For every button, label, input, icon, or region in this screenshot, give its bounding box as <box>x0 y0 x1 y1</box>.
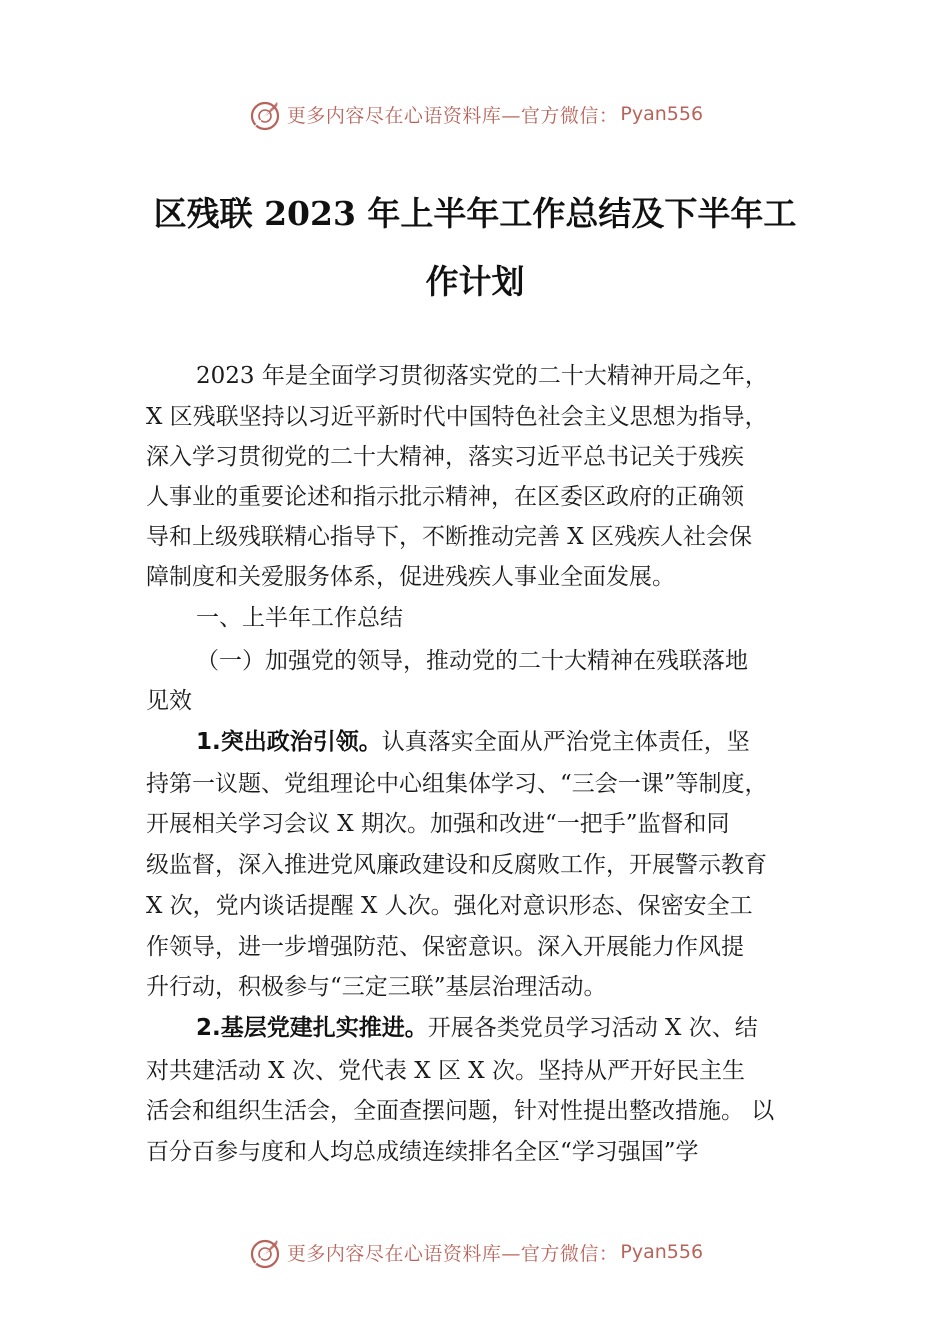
watermark-text: 更多内容尽在心语资料库—官方微信： <box>286 1242 619 1265</box>
document-title-line-1: 区残联 2023 年上半年工作总结及下半年工 <box>153 194 797 233</box>
watermark-wechat-id: Pyan556 <box>620 1241 704 1263</box>
paragraph-line: 深入学习贯彻党的二十大精神，落实习近平总书记关于残疾 <box>146 444 744 470</box>
item-2-first-line <box>196 1012 866 1044</box>
paragraph-line: 对共建活动 X 次、党代表 X 区 X 次。坚持从严开好民主生 <box>146 1058 745 1084</box>
section-heading: 一、上半年工作总结 <box>196 605 403 631</box>
paragraph-line: 开展相关学习会议 X 期次。加强和改进“一把手”监督和同 <box>146 811 730 837</box>
paragraph-line: 百分百参与度和人均总成绩连续排名全区“学习强国”学 <box>146 1139 699 1165</box>
paragraph-line: X 区残联坚持以习近平新时代中国特色社会主义思想为指导， <box>146 404 768 430</box>
quill-logo-icon <box>247 1234 283 1270</box>
watermark-text: 更多内容尽在心语资料库—官方微信： <box>286 104 619 127</box>
quill-logo-icon <box>247 96 283 132</box>
item-2-text: 开展各类党员学习活动 X 次、结 <box>427 1015 758 1041</box>
subsection-heading-line: 见效 <box>146 688 192 714</box>
header-watermark <box>0 94 950 134</box>
paragraph-line: 2023 年是全面学习贯彻落实党的二十大精神开局之年， <box>196 363 768 389</box>
paragraph-line: 人事业的重要论述和指示批示精神，在区委区政府的正确领 <box>146 484 744 510</box>
item-1-first-line <box>196 726 866 758</box>
paragraph-line: 导和上级残联精心指导下，不断推动完善 X 区残疾人社会保 <box>146 524 752 550</box>
document-title-line-2: 作计划 <box>425 262 525 301</box>
subsection-heading-line: （一）加强党的领导，推动党的二十大精神在残联落地 <box>196 648 748 674</box>
item-2-heading: 2.基层党建扎实推进。 <box>196 1015 428 1041</box>
item-1-heading: 1.突出政治引领。 <box>196 729 382 755</box>
footer-watermark <box>0 1232 950 1272</box>
item-1-text: 认真落实全面从严治党主体责任，坚 <box>381 729 750 755</box>
paragraph-line: 活会和组织生活会，全面查摆问题，针对性提出整改措施。 以 <box>146 1098 775 1124</box>
paragraph-line: 作领导，进一步增强防范、保密意识。深入开展能力作风提 <box>146 934 744 960</box>
paragraph-line: 级监督，深入推进党风廉政建设和反腐败工作，开展警示教育 <box>146 852 767 878</box>
paragraph-line: 障制度和关爱服务体系，促进残疾人事业全面发展。 <box>146 564 675 590</box>
paragraph-line: 持第一议题、党组理论中心组集体学习、“三会一课”等制度， <box>146 771 768 797</box>
paragraph-line: 升行动，积极参与“三定三联”基层治理活动。 <box>146 974 607 1000</box>
watermark-wechat-id: Pyan556 <box>620 103 704 125</box>
paragraph-line: X 次，党内谈话提醒 X 人次。强化对意识形态、保密安全工 <box>146 893 753 919</box>
